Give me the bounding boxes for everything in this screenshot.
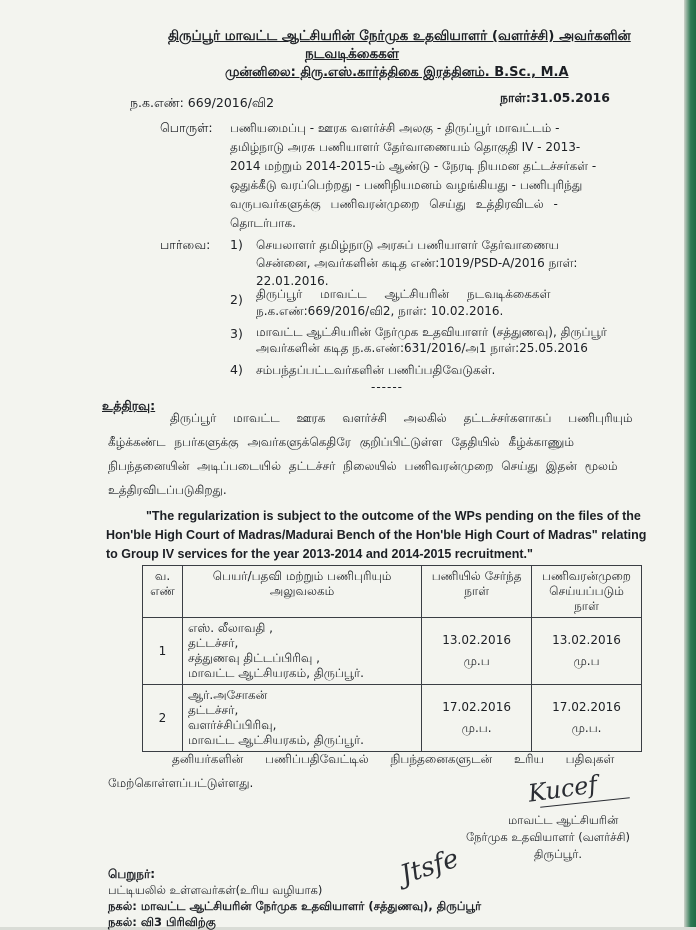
reference-number: 1) xyxy=(230,237,243,252)
subject-line: தொடர்பாக. xyxy=(230,216,296,230)
table-header-row xyxy=(143,566,642,618)
table-row xyxy=(143,685,642,752)
row-sno: 2 xyxy=(143,685,183,752)
subject-label: பொருள்: xyxy=(160,120,213,135)
file-number: ந.க.எண்: 669/2016/வி2 xyxy=(130,95,275,110)
condition-line: Hon'ble High Court of Madras/Madurai Bench of the Hon'ble High Court of Madras" relating xyxy=(106,528,647,542)
subject-line: தமிழ்நாடு அரசு பணியாளர் தேர்வாணையம் தொகுதி IV - 2013- xyxy=(230,140,581,154)
order-line: நிபந்தனையின் அடிப்படையில் தட்டச்சர் நிலையில் பணிவரன்முறை செய்து இதன் மூலம் xyxy=(108,459,618,473)
order-line: கீழ்க்கண்ட நபர்களுக்கு அவர்களுக்கெதிரே குறிப்பிட்டுள்ள தேதியில் கீழ்க்காணும் xyxy=(108,435,574,449)
reference-text: மாவட்ட ஆட்சியரின் நேர்முக உதவியாளர் (சத்துணவு), திருப்பூர் xyxy=(256,325,607,339)
reference-label: பார்வை: xyxy=(160,237,211,252)
recipient-line: நகல்: மாவட்ட ஆட்சியரின் நேர்முக உதவியாளர் (சத்துணவு), திருப்பூர் xyxy=(108,899,482,913)
handwritten-signature: Kucef xyxy=(526,770,600,808)
row-sno: 1 xyxy=(143,618,183,685)
row-name: எஸ். லீலாவதி , தட்டச்சர், சத்துணவு திட்டப்பிரிவு , மாவட்ட ஆட்சியரகம், திருப்பூர். xyxy=(182,618,421,685)
reference-number: 3) xyxy=(230,326,243,341)
regularization-table xyxy=(142,565,642,752)
condition-line: to Group IV services for the year 2013-2014 and 2014-2015 recruitment." xyxy=(106,547,533,561)
reference-text: 22.01.2016. xyxy=(256,274,329,288)
reference-number: 4) xyxy=(230,362,243,377)
subject-line: வருபவர்களுக்கு பணிவரன்முறை செய்து உத்திரவிடல் - xyxy=(230,197,558,211)
condition-line: "The regularization is subject to the outcome of the WPs pending on the files of the xyxy=(146,509,641,523)
separator: ------ xyxy=(371,380,403,394)
recipients-heading: பெறுநர்: xyxy=(108,867,156,881)
table-row xyxy=(143,618,642,685)
row-regularization-date: 17.02.2016 மு.ப. xyxy=(532,685,642,752)
header-name: பெயர்/பதவி மற்றும் பணிபுரியும் அலுவலகம் xyxy=(182,566,421,618)
reference-text: திருப்பூர் மாவட்ட ஆட்சியரின் நடவடிக்கைகள் xyxy=(256,287,551,301)
reference-text: சம்பந்தப்பட்டவர்களின் பணிப்பதிவேடுகள். xyxy=(256,363,496,377)
reference-text: ந.க.எண்:669/2016/வி2, நாள்: 10.02.2016. xyxy=(256,304,504,318)
subject-line: பணியமைப்பு - ஊரக வளர்ச்சி அலகு - திருப்பூர் மாவட்டம் - xyxy=(230,121,560,135)
note-line: மேற்கொள்ளப்பட்டுள்ளது. xyxy=(108,776,254,790)
signatory-line: திருப்பூர். xyxy=(534,847,583,861)
reference-text: சென்னை, அவர்களின் கடித எண்:1019/PSD-A/2016 நாள்: xyxy=(256,256,578,270)
reference-text: அவர்களின் கடித ந.க.எண்:631/2016/அ1 நாள்:25.05.2016 xyxy=(256,341,588,355)
row-join-date: 13.02.2016 மு.ப xyxy=(422,618,532,685)
order-date: நாள்:31.05.2016 xyxy=(500,90,610,105)
row-join-date: 17.02.2016 மு.ப. xyxy=(422,685,532,752)
signatory-line: நேர்முக உதவியாளர் (வளர்ச்சி) xyxy=(466,830,630,844)
order-line: உத்திரவிடப்படுகிறது. xyxy=(108,483,227,497)
header-join-date: பணியில் சேர்ந்த நாள் xyxy=(422,566,532,618)
order-line: திருப்பூர் மாவட்ட ஊரக வளர்ச்சி அலகில் தட்டச்சர்களாகப் பணிபுரியும் xyxy=(170,411,633,425)
order-heading: உத்திரவு: xyxy=(102,398,156,413)
subject-line: ஒதுக்கீடு வரப்பெற்றது - பணிநியமனம் வழங்கியது - பணிபுரிந்து xyxy=(230,178,583,192)
recipient-line: பட்டியலில் உள்ளவர்கள்(உரிய வழியாக) xyxy=(108,883,323,897)
reference-text: செயலாளர் தமிழ்நாடு அரசுப் பணியாளர் தேர்வாணைய xyxy=(256,238,559,252)
initial-signature: Jtsfe xyxy=(396,843,463,891)
signatory-line: மாவட்ட ஆட்சியரின் xyxy=(508,813,619,827)
header-sno: வ. எண் xyxy=(143,566,183,618)
title-line-1: திருப்பூர் மாவட்ட ஆட்சியரின் நேர்முக உதவியாளர் (வளர்ச்சி) அவர்களின் xyxy=(168,28,631,44)
presence-line: முன்னிலை: திரு.எஸ்.கார்த்திகை இரத்தினம். B.Sc., M.A xyxy=(225,65,569,80)
recipient-line: நகல்: வி3 பிரிவிற்கு xyxy=(108,915,216,929)
row-name: ஆர்.அசோகன் தட்டச்சர், வளர்ச்சிப்பிரிவு, மாவட்ட ஆட்சியரகம், திருப்பூர். xyxy=(182,685,421,752)
subject-line: 2014 மற்றும் 2014-2015-ம் ஆண்டு - நேரடி நியமன தட்டச்சர்கள் - xyxy=(230,159,597,173)
header-regularization-date: பணிவரன்முறை செய்யப்படும் நாள் xyxy=(532,566,642,618)
row-regularization-date: 13.02.2016 மு.ப xyxy=(532,618,642,685)
note-line: தனியர்களின் பணிப்பதிவேட்டில் நிபந்தனைகளுடன் உரிய பதிவுகள் xyxy=(172,752,615,766)
page-edge xyxy=(684,0,696,927)
reference-number: 2) xyxy=(230,292,243,307)
title-line-2: நடவடிக்கைகள் xyxy=(305,46,399,62)
